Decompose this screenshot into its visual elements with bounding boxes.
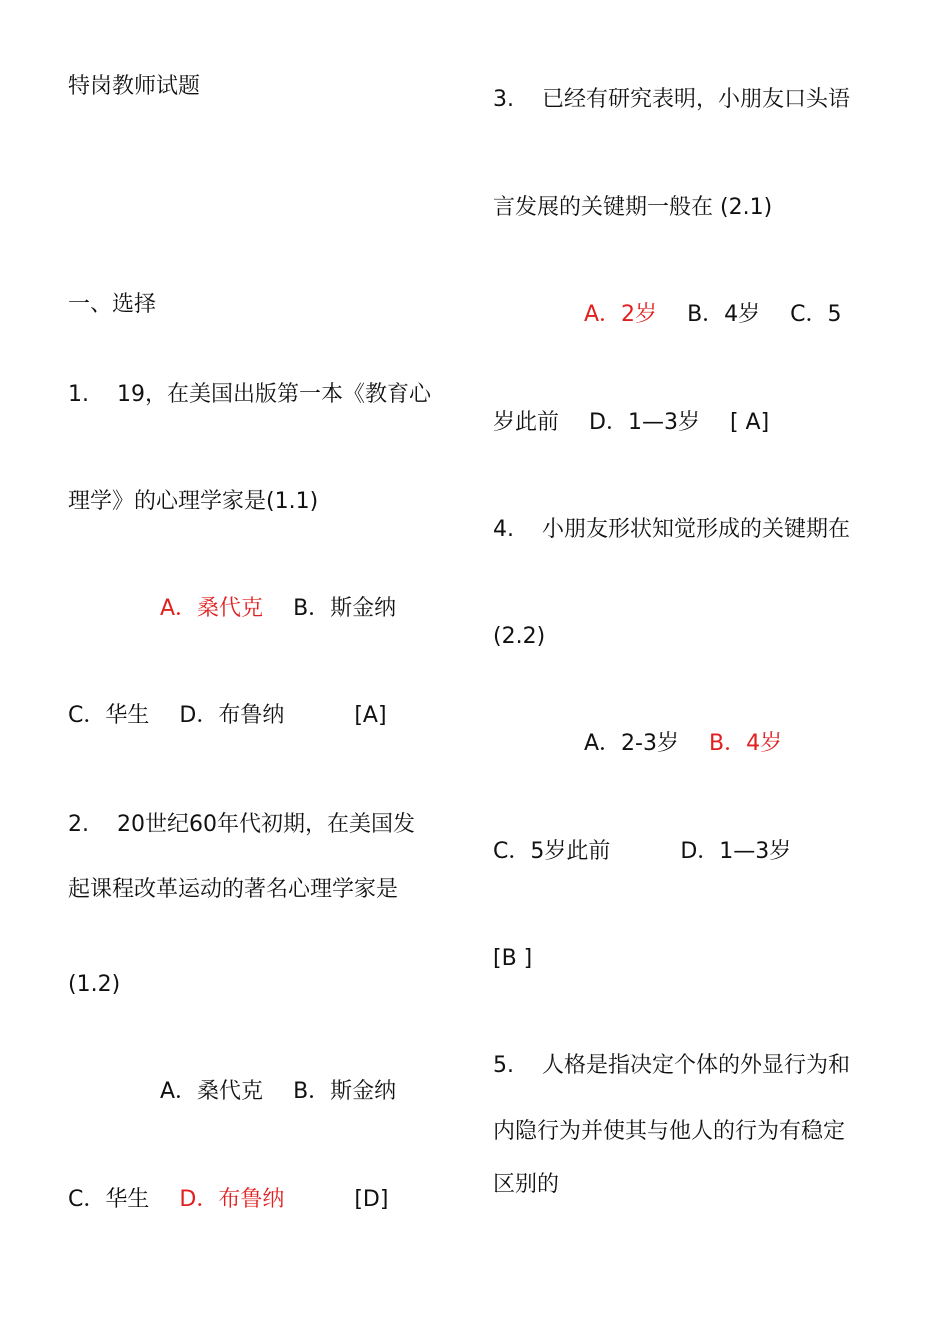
q4-option-a: A．2-3岁: [584, 731, 679, 756]
q1-stem-line2: 理学》的心理学家是(1.1): [68, 489, 319, 514]
q3-stem-line2: 言发展的关键期一般在 (2.1): [493, 195, 773, 220]
q1-option-a: A．桑代克: [160, 596, 264, 621]
q3-option-d: D．1—3岁: [589, 410, 700, 435]
q2-stem-line2: 起课程改革运动的著名心理学家是: [68, 877, 399, 902]
q1-stem-line1: 1. 19，在美国出版第一本《教育心: [68, 382, 431, 407]
q3-option-b: B．4岁: [687, 302, 761, 327]
q4-stem-line1: 4. 小朋友形状知觉形成的关键期在: [493, 517, 850, 542]
q2-option-a: A．桑代克: [160, 1079, 264, 1104]
q4-option-d: D．1—3岁: [680, 839, 792, 864]
q4-answer: [B ]: [493, 946, 533, 971]
q1-option-d: D．布鲁纳: [179, 703, 285, 728]
q3-options-abc: [584, 300, 842, 330]
q4-options-cd: [493, 837, 791, 867]
q1-option-c: C．华生: [68, 703, 150, 728]
q2-option-d: D．布鲁纳: [179, 1187, 285, 1212]
q4-option-b: B．4岁: [708, 731, 783, 756]
q3-option-c: C．5: [790, 302, 842, 327]
q2-stem-line1: 2. 20世纪60年代初期，在美国发: [68, 812, 415, 837]
q3-option-c-continued: 岁此前: [493, 410, 560, 435]
q2-option-c: C．华生: [68, 1187, 150, 1212]
q1-answer: [A]: [354, 703, 387, 728]
page-title: 特岗教师试题: [68, 74, 201, 99]
q2-answer: [D]: [354, 1187, 389, 1212]
q3-option-a: A．2岁: [584, 302, 658, 327]
q3-answer: [ A]: [729, 410, 770, 435]
q1-option-b: B．斯金纳: [293, 596, 397, 621]
q1-options-ab: [160, 594, 396, 624]
q5-stem-line1: 5. 人格是指决定个体的外显行为和: [493, 1053, 850, 1078]
q3-options-d: [493, 408, 769, 438]
q2-option-b: B．斯金纳: [293, 1079, 397, 1104]
q2-options-cd: [68, 1185, 388, 1215]
q3-stem-line1: 3. 已经有研究表明，小朋友口头语: [493, 87, 850, 112]
section-heading: 一、选择: [68, 292, 157, 317]
q5-stem-line3: 区别的: [493, 1172, 560, 1197]
q4-stem-line2: (2.2): [493, 624, 546, 649]
q2-options-ab: [160, 1077, 396, 1107]
q2-stem-line3: (1.2): [68, 972, 121, 997]
q5-stem-line2: 内隐行为并使其与他人的行为有稳定: [493, 1119, 846, 1144]
q4-options-ab: [584, 729, 782, 759]
q1-options-cd: [68, 701, 387, 731]
q4-option-c: C．5岁此前: [493, 839, 611, 864]
